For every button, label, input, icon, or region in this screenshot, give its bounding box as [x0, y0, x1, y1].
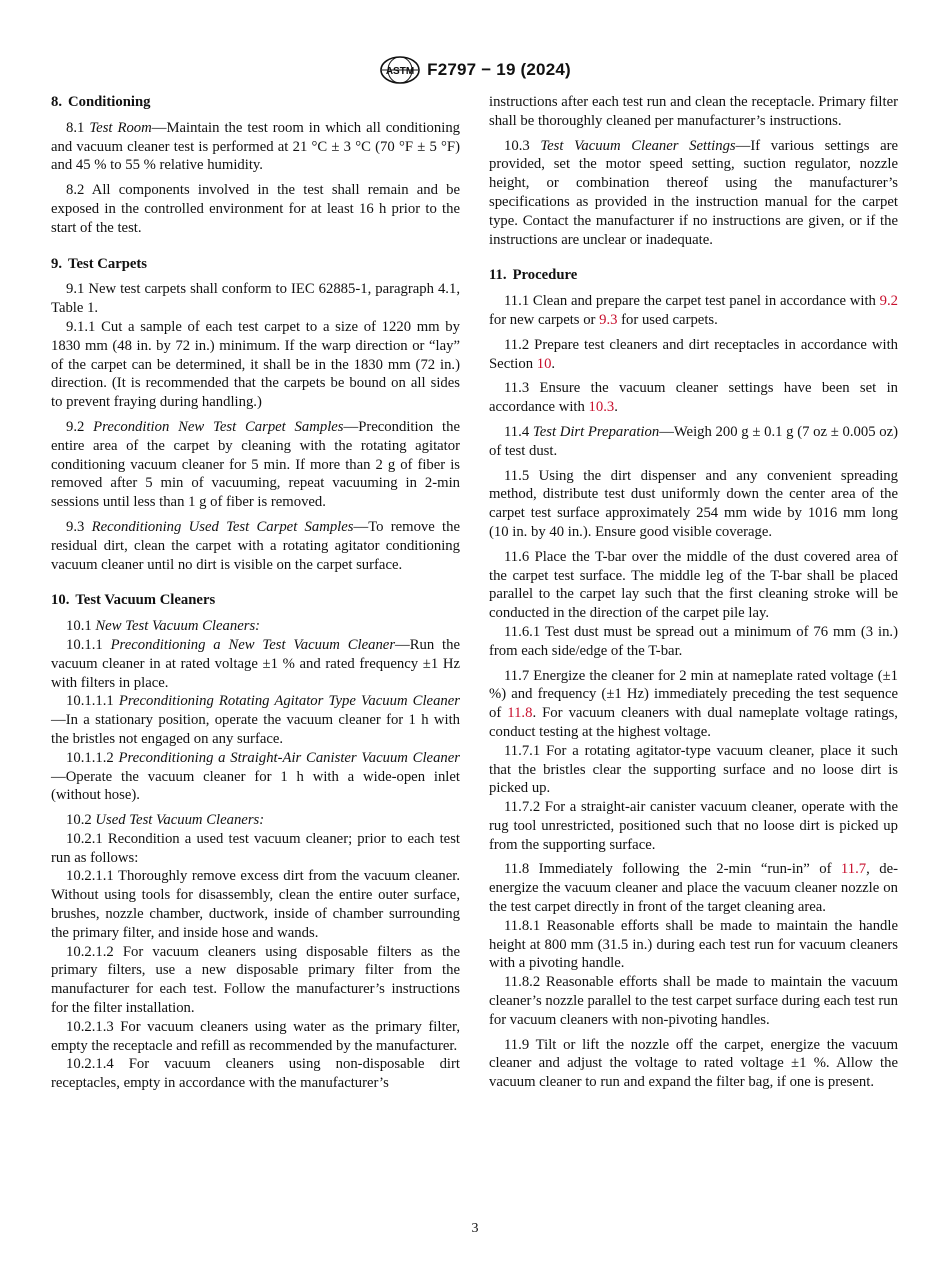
paragraph-11-1: 11.1 Clean and prepare the carpet test panel in accordance with 9.2 for new carpets or 9.3 for used carpets. [489, 293, 898, 328]
paragraph-10-2-1-4: 10.2.1.4 For vacuum cleaners using non-disposable dirt receptacles, empty in accordance with the manufacturer’s [51, 1056, 460, 1092]
paragraph-10-1-1-1: 10.1.1.1 Preconditioning Rotating Agitator Type Vacuum Cleaner—In a stationary position, operate the vacuum cleaner for 1 h with the bristles not engaged on any surface. [51, 693, 460, 747]
paragraph-11-6: 11.6 Place the T-bar over the middle of the dust covered area of the carpet test surface. The middle leg of the T-bar shall be placed parallel to the carpet lay such that the first cleaning stroke will be conducted in the direction of the carpet pile lay. [489, 548, 898, 622]
link-11-8[interactable]: 11.8 [507, 705, 533, 722]
paragraph-11-3: 11.3 Ensure the vacuum cleaner settings have been set in accordance with 10.3. [489, 380, 898, 416]
paragraph-10-1-1-2: 10.1.1.2 Preconditioning a Straight-Air Canister Vacuum Cleaner—Operate the vacuum cleaner for 1 h with a wide-open inlet (without hose). [51, 749, 460, 804]
paragraph-10-2: 10.2 Used Test Vacuum Cleaners: [66, 812, 265, 829]
page-number: 3 [471, 1221, 479, 1236]
paragraph-11-8: 11.8 Immediately following the 2-min “run-in” of 11.7, de-energize the vacuum cleaner and place the vacuum cleaner nozzle on the test carpet directly in front of the target cleaning area. [489, 861, 898, 916]
svg-text:ASTM: ASTM [385, 66, 415, 77]
document-designation: F2797 − 19 (2024) [427, 60, 571, 79]
paragraph-10-1-1: 10.1.1 Preconditioning a New Test Vacuum Cleaner—Run the vacuum cleaner in at rated voltage ±1 % and rated frequency ±1 Hz with filters in place. [51, 636, 460, 691]
paragraph-9-2: 9.2 Precondition New Test Carpet Samples—Precondition the entire area of the carpet by cleaning with the rotating agitator conditioning vacuum cleaner for 5 min. If more than 2 g of fiber is removed after 5 min of vacuuming, repeat vacuuming in 2-min sessions until less than 1 g of fiber is removed. [51, 418, 461, 511]
link-11-7[interactable]: 11.7 [840, 861, 867, 878]
astm-logo-icon [379, 55, 421, 85]
link-10-3[interactable]: 10.3 [588, 399, 615, 416]
paragraph-10-1: 10.1 New Test Vacuum Cleaners: [66, 618, 261, 635]
paragraph-10-3: 10.3 Test Vacuum Cleaner Settings—If various settings are provided, set the motor speed setting, suction regulator, nozzle height, or combination thereof using the manufacturer’s specifications as provided in the instruction manual for the carpet type. Contact the manufacturer if no instructions are given, or if the instructions are unclear or inadequate. [489, 137, 898, 248]
paragraph-9-1-1: 9.1.1 Cut a sample of each test carpet to a size of 1220 mm by 1830 mm (48 in. by 72 in.) minimum. If the warp direction or “lay” of the carpet can be determined, it shall be in the 1830 mm (72 in.) direction. (It is recommended that the carpets be bound on all sides to prevent fraying during handling.) [51, 318, 460, 411]
section-heading-9: 9. Test Carpets [51, 255, 148, 272]
paragraph-10-2-1-1: 10.2.1.1 Thoroughly remove excess dirt from the vacuum cleaner. Without using tools for disassembly, clean the entire outer surface, brushes, nozzle chamber, ductwork, inside of chamber surrounding the primary filter, and inside hose and wands. [51, 868, 460, 941]
left-column [51, 93, 460, 1093]
paragraph-11-2: 11.2 Prepare test cleaners and dirt receptacles in accordance with Section 10. [489, 336, 898, 372]
paragraph-10-2-1-2: 10.2.1.2 For vacuum cleaners using disposable filters as the primary filters, use a new disposable primary filter from the manufacturer for each test. Follow the manufacturer’s instructions for the filter installation. [51, 943, 460, 1017]
section-heading-8: 8. Conditioning [51, 94, 151, 110]
link-9-3[interactable]: 9.3 [599, 311, 618, 328]
paragraph-10-2-1-3: 10.2.1.3 For vacuum cleaners using water as the primary filter, empty the receptacle and refill as recommended by the manufacturer. [51, 1018, 460, 1054]
page-header [0, 55, 950, 85]
section-heading-10: 10. Test Vacuum Cleaners [51, 592, 216, 609]
paragraph-11-7-2: 11.7.2 For a straight-air canister vacuum cleaner, operate with the rug tool unrestricted, positioned such that no loose dirt is picked up from the supporting surface. [489, 799, 898, 853]
paragraph-8-1: 8.1 Test Room—Maintain the test room in which all conditioning and vacuum cleaner test is performed at 21 °C ± 3 °C (70 °F ± 5 °F) and 45 % to 55 % relative humidity. [51, 119, 461, 174]
paragraph-9-1: 9.1 New test carpets shall conform to IEC 62885-1, paragraph 4.1, Table 1. [51, 281, 460, 317]
paragraph-11-7: 11.7 Energize the cleaner for 2 min at nameplate rated voltage (±1 %) and frequency (±1 Hz) immediately preceding the test sequence of 11.8. For vacuum cleaners with dual nameplate voltage ratings, conduct testing at the highest voltage. [489, 667, 898, 740]
paragraph-9-3: 9.3 Reconditioning Used Test Carpet Samples—To remove the residual dirt, clean the carpet with a rotating agitator conditioning vacuum cleaner until no dirt is visible on the carpet surface. [51, 518, 460, 573]
paragraph-11-8-1: 11.8.1 Reasonable efforts shall be made to maintain the handle height at 800 mm (31.5 in.) during each test run for vacuum cleaners with a pivoting handle. [489, 917, 898, 972]
paragraph-11-6-1: 11.6.1 Test dust must be spread out a minimum of 76 mm (3 in.) from each side/edge of the T-bar. [489, 623, 898, 659]
section-heading-11: 11. Procedure [489, 267, 578, 284]
paragraph-11-5: 11.5 Using the dirt dispenser and any convenient spreading method, distribute test dust uniformly down the center area of the carpet test surface approximately 254 mm wide by 1016 mm long (10 in. by 40 in.). Ensure good visible coverage. [489, 467, 898, 540]
paragraph-11-9: 11.9 Tilt or lift the nozzle off the carpet, energize the vacuum cleaner and adjust the voltage to rated voltage ±1 %. Allow the vacuum cleaner to run and expand the filter bag, if one is present. [489, 1036, 898, 1091]
paragraph-8-2: 8.2 All components involved in the test shall remain and be exposed in the controlled environment for at least 16 h prior to the start of the test. [51, 182, 460, 236]
paragraph-11-7-1: 11.7.1 For a rotating agitator-type vacuum cleaner, place it such that the bristles clear the supporting surface and no loose dirt is picked up. [489, 742, 898, 797]
paragraph-11-8-2: 11.8.2 Reasonable efforts shall be made to maintain the vacuum cleaner’s nozzle parallel to the test carpet surface during each test run for vacuum cleaners with non-pivoting handles. [489, 974, 898, 1028]
link-9-2[interactable]: 9.2 [879, 293, 898, 310]
right-column [489, 93, 898, 1092]
paragraph-10-2-1: 10.2.1 Recondition a used test vacuum cleaner; prior to each test run as follows: [51, 830, 460, 866]
link-section-10[interactable]: 10 [536, 355, 552, 372]
paragraph-10-2-1-4-continued: instructions after each test run and clean the receptacle. Primary filter shall be thoroughly cleaned per manufacturer’s instructions. [489, 94, 898, 129]
paragraph-11-4: 11.4 Test Dirt Preparation—Weigh 200 g ± 0.1 g (7 oz ± 0.005 oz) of test dust. [489, 423, 899, 459]
